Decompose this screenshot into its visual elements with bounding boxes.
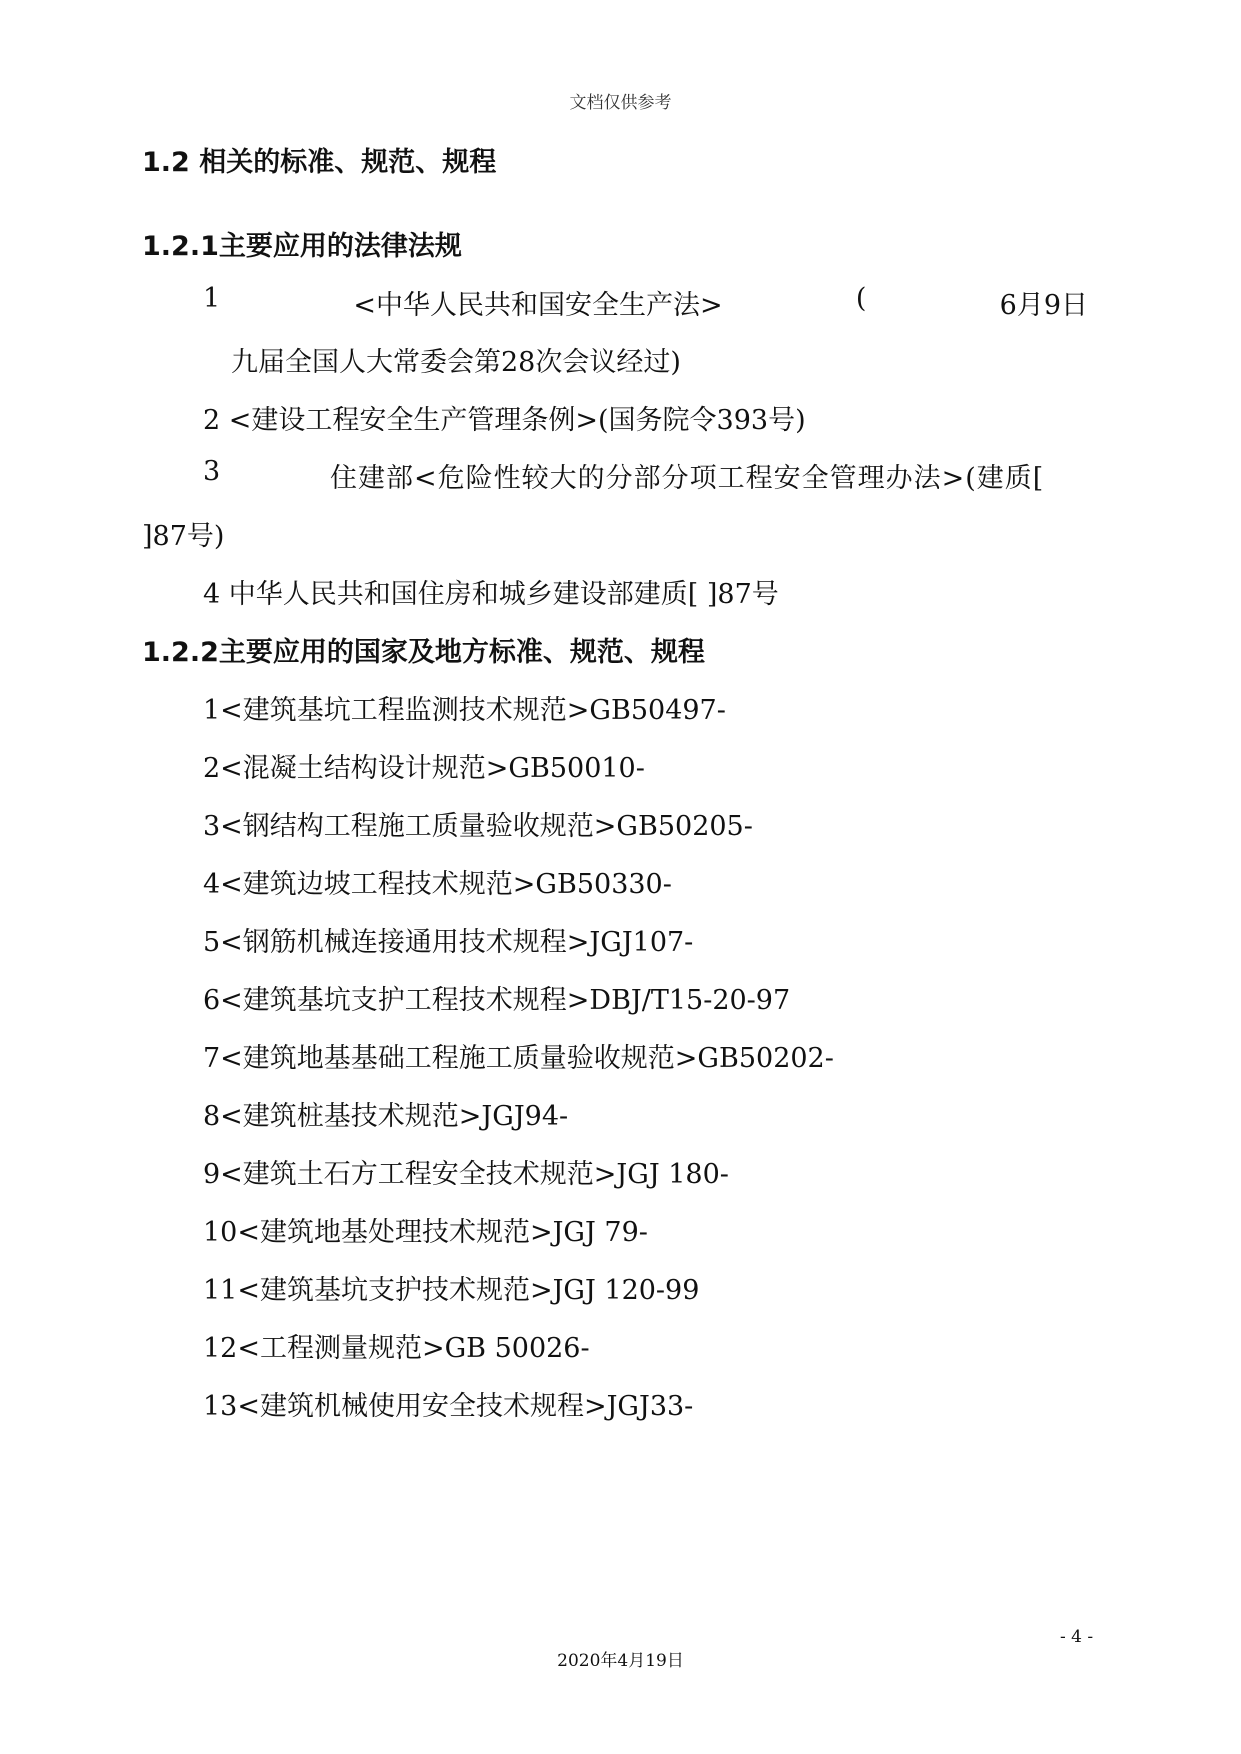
standard-item: 6<建筑基坑支护工程技术规程>DBJ/T15-20-97 (203, 985, 791, 1016)
standard-item: 2<混凝土结构设计规范>GB50010- (203, 753, 645, 784)
law-item-1-date: 6月9日 (999, 290, 1088, 321)
law-item-4: 4 中华人民共和国住房和城乡建设部建质[ ]87号 (203, 579, 779, 610)
standard-item: 5<钢筋机械连接通用技术规程>JGJ107- (203, 927, 694, 958)
standard-item: 3<钢结构工程施工质量验收规范>GB50205- (203, 811, 753, 842)
standard-item: 11<建筑基坑支护技术规范>JGJ 120-99 (203, 1275, 700, 1306)
law-item-1-title: <中华人民共和国安全生产法> (353, 290, 723, 321)
standard-item: 8<建筑桩基技术规范>JGJ94- (203, 1101, 569, 1132)
standard-item: 10<建筑地基处理技术规范>JGJ 79- (203, 1217, 648, 1248)
law-item-3-continuation: ]87号) (142, 521, 225, 552)
page-number: - 4 - (1060, 1627, 1094, 1647)
subsection-title-standards: 1.2.2主要应用的国家及地方标准、规范、规程 (142, 637, 705, 668)
law-item-1-continuation: 九届全国人大常委会第28次会议经过) (231, 347, 681, 378)
law-item-1 (203, 283, 1088, 322)
watermark-header: 文档仅供参考 (569, 93, 672, 113)
footer-date: 2020年4月19日 (557, 1651, 684, 1671)
law-item-2: 2 <建设工程安全生产管理条例>(国务院令393号) (203, 405, 806, 436)
standard-item: 1<建筑基坑工程监测技术规范>GB50497- (203, 695, 726, 726)
standard-item: 12<工程测量规范>GB 50026- (203, 1333, 590, 1364)
section-title: 1.2 相关的标准、规范、规程 (142, 147, 497, 178)
standard-item: 7<建筑地基基础工程施工质量验收规范>GB50202- (203, 1043, 834, 1074)
standard-item: 9<建筑土石方工程安全技术规范>JGJ 180- (203, 1159, 729, 1190)
law-item-3-number: 3 (203, 456, 221, 487)
law-item-1-paren: ( (855, 283, 867, 314)
law-item-3-title: 住建部<危险性较大的分部分项工程安全管理办法>(建质[ (330, 463, 1045, 494)
law-item-1-number: 1 (203, 283, 221, 314)
subsection-title-laws: 1.2.1主要应用的法律法规 (142, 231, 462, 262)
standard-item: 4<建筑边坡工程技术规范>GB50330- (203, 869, 672, 900)
standard-item: 13<建筑机械使用安全技术规程>JGJ33- (203, 1391, 694, 1422)
